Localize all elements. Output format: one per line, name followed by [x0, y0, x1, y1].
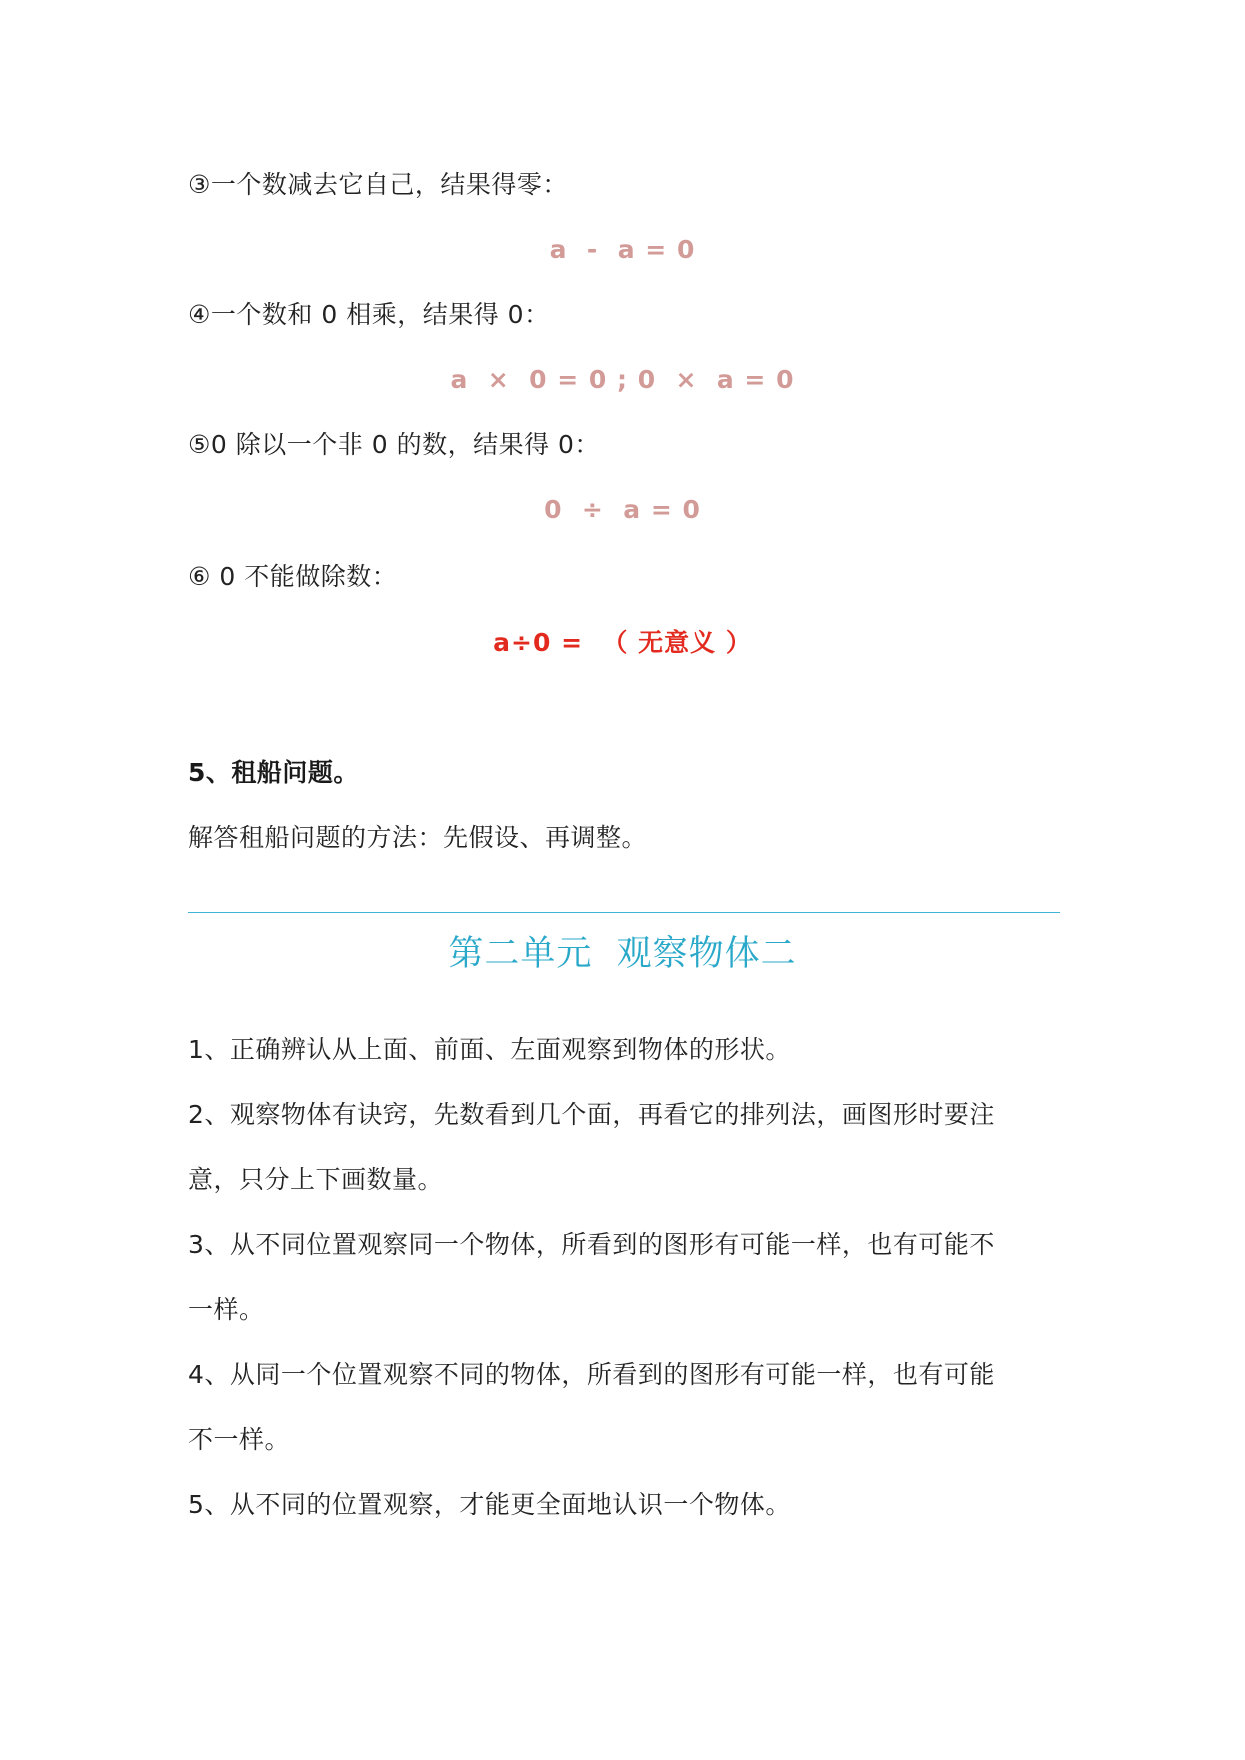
rule-3-text: ③一个数减去它自己，结果得零：: [188, 170, 568, 199]
rule-4-formula: a × 0 = 0 ; 0 × a = 0: [450, 365, 795, 394]
unit-2-line: 2、观察物体有诀窍，先数看到几个面，再看它的排列法，画图形时要注: [188, 1100, 995, 1129]
unit-2-line: 4、从同一个位置观察不同的物体，所看到的图形有可能一样，也有可能: [188, 1360, 995, 1389]
unit-2-line: 3、从不同位置观察同一个物体，所看到的图形有可能一样，也有可能不: [188, 1230, 995, 1259]
unit-2-title: 第二单元 观察物体二: [448, 934, 797, 974]
section-5-body: 解答租船问题的方法：先假设、再调整。: [188, 823, 648, 852]
rule-3-formula: a - a = 0: [549, 235, 696, 264]
rule-6-formula: a÷0 = （ 无意义 ）: [493, 628, 752, 657]
unit-2-line: 意，只分上下画数量。: [188, 1165, 444, 1194]
unit-2-line: 一样。: [188, 1295, 265, 1324]
rule-5-text: ⑤0 除以一个非 0 的数，结果得 0：: [188, 430, 600, 459]
unit-2-line: 5、从不同的位置观察，才能更全面地认识一个物体。: [188, 1490, 791, 1519]
section-divider: [188, 912, 1060, 913]
section-5-title: 5、租船问题。: [188, 758, 359, 787]
rule-4-text: ④一个数和 0 相乘，结果得 0：: [188, 300, 550, 329]
unit-2-line: 不一样。: [188, 1425, 291, 1454]
unit-2-line: 1、正确辨认从上面、前面、左面观察到物体的形状。: [188, 1035, 791, 1064]
rule-6-text: ⑥ 0 不能做除数：: [188, 562, 398, 591]
rule-5-formula: 0 ÷ a = 0: [544, 495, 701, 524]
